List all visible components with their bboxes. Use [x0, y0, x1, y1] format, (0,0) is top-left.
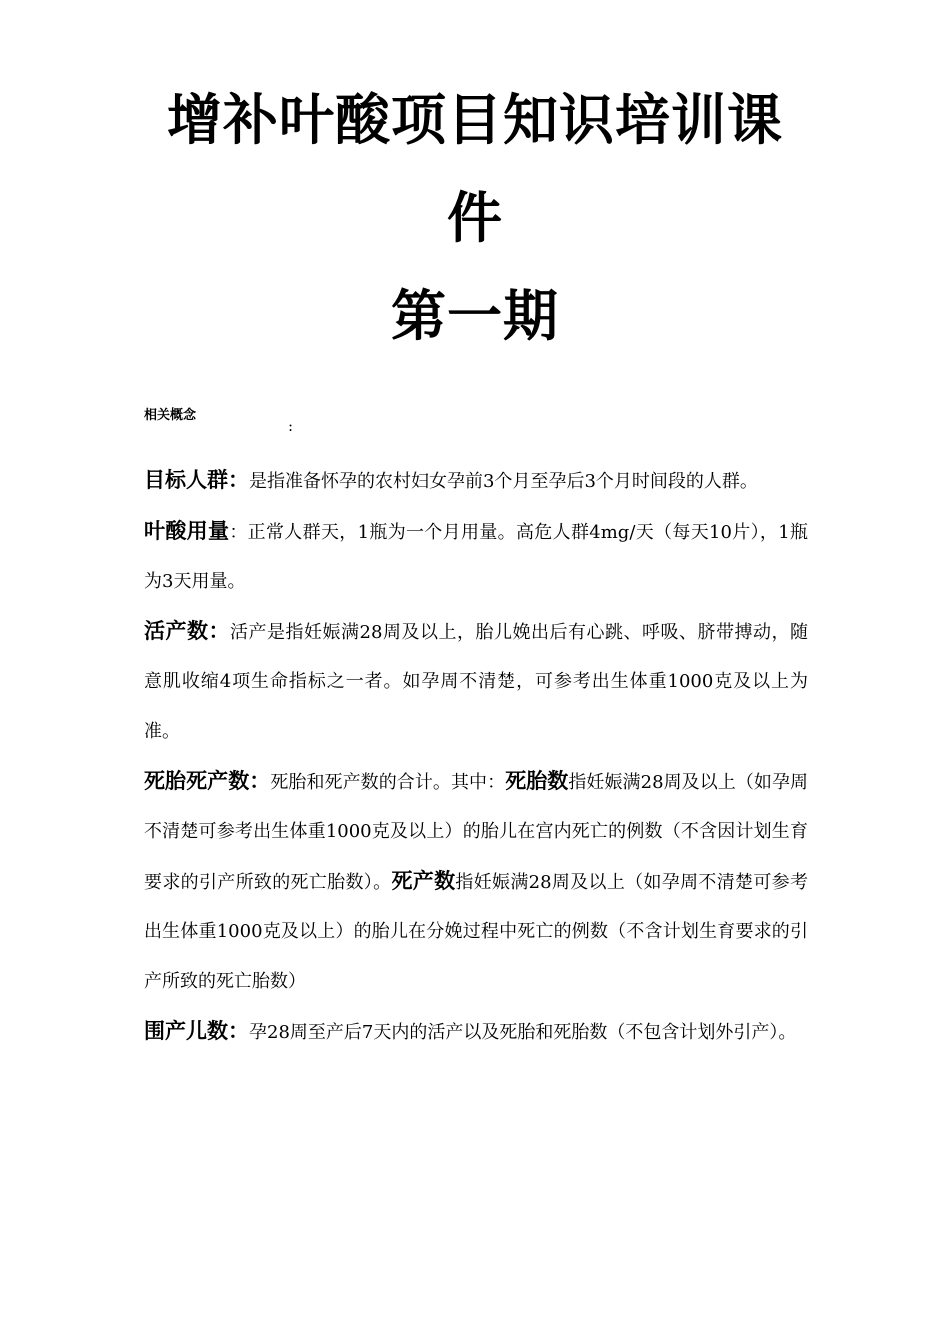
term-intrapartum-deaths: 死产数 [391, 868, 456, 893]
term-stillbirths-total: 死胎死产数： [144, 768, 271, 793]
term-live-births: 活产数： [144, 618, 231, 643]
term-folic-acid-dosage: 叶酸用量 [144, 518, 230, 543]
document-title [0, 82, 950, 346]
body-text [144, 456, 808, 1057]
definition-fetal-deaths: 指妊娠满28周及以上（如孕周不清楚可参考出生体重1000克及以上）的胎儿在宫内死亡的例数（不含因计划生育要求的引产所致的死亡胎数）。 [144, 771, 809, 893]
paragraph-folic-acid-dosage [144, 507, 808, 607]
definition-folic-acid-dosage: ：正常人群天，1瓶为一个月用量。高危人群4mg/天（每天10片），1瓶为3天用量。 [144, 521, 809, 593]
definition-intrapartum-deaths: 指妊娠满28周及以上（如孕周不清楚可参考出生体重1000克及以上）的胎儿在分娩过程中死亡的例数（不含计划生育要求的引产所致的死亡胎数） [144, 871, 808, 992]
definition-perinatal-infants: 孕28周至产后7天内的活产以及死胎和死胎数（不包含计划外引产）。 [249, 1021, 797, 1043]
paragraph-stillbirths [144, 757, 808, 1007]
paragraph-live-births [144, 607, 808, 757]
definition-live-births: 活产是指妊娠满28周及以上，胎儿娩出后有心跳、呼吸、脐带搏动，随意肌收缩4项生命指标之一者。如孕周不清楚，可参考出生体重1000克及以上为准。 [144, 621, 808, 742]
definition-target-population: 是指准备怀孕的农村妇女孕前3个月至孕后3个月时间段的人群。 [249, 471, 758, 492]
term-perinatal-infants: 围产儿数： [144, 1018, 249, 1043]
term-fetal-deaths: 死胎数 [505, 768, 569, 793]
title-line-3: 第一期 [390, 284, 559, 348]
term-target-population: 目标人群： [144, 468, 249, 492]
section-colon: : [288, 417, 294, 435]
title-line-2: 件 [446, 186, 503, 250]
paragraph-perinatal-infants [144, 1007, 808, 1058]
title-line-1: 增补叶酸项目知识培训课 [166, 88, 783, 152]
paragraph-target-population [144, 456, 808, 507]
section-label: 相关概念 [144, 408, 197, 423]
definition-stillbirths-total: 死胎和死产数的合计。其中： [270, 771, 506, 793]
